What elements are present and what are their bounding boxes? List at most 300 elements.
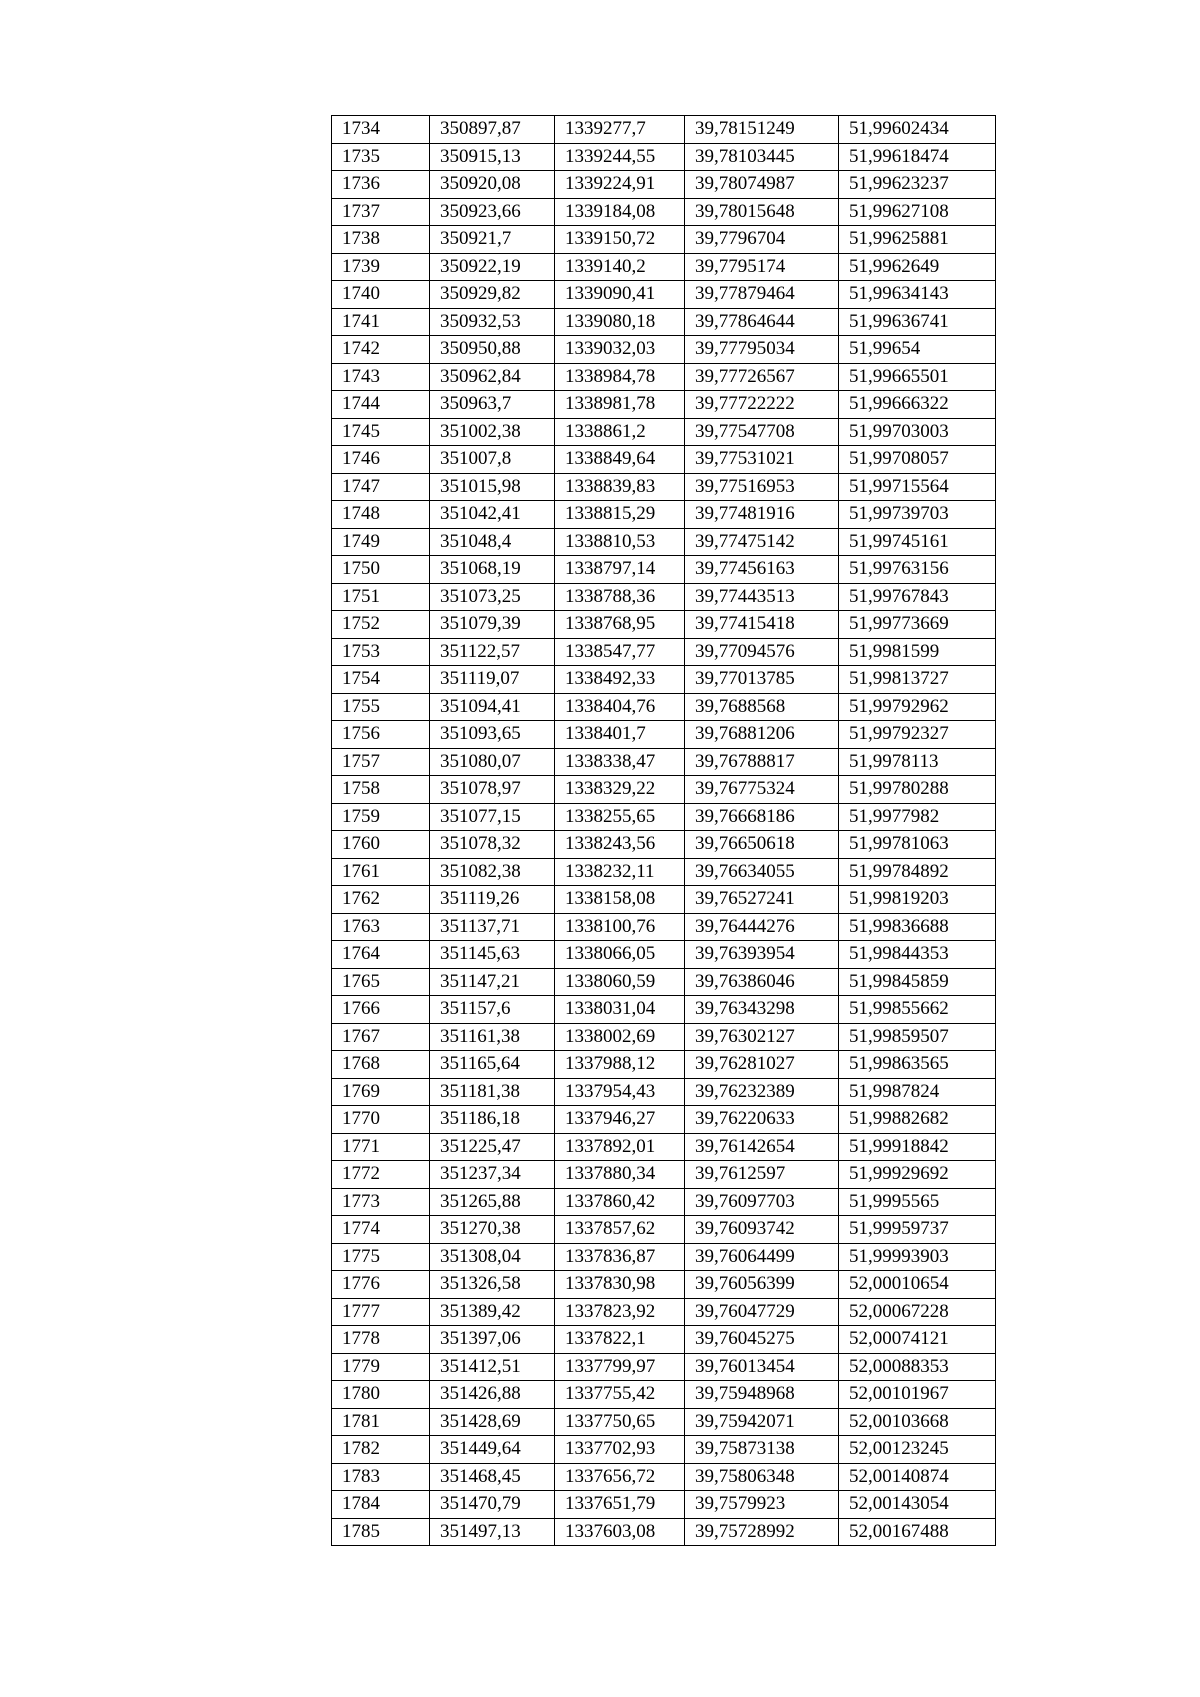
latitude-cell: 39,76788817 xyxy=(685,748,839,776)
y-coordinate-cell: 1338797,14 xyxy=(555,556,685,584)
latitude-cell: 39,76650618 xyxy=(685,831,839,859)
x-coordinate-cell: 351237,34 xyxy=(430,1161,555,1189)
y-coordinate-cell: 1339184,08 xyxy=(555,198,685,226)
x-coordinate-cell: 351426,88 xyxy=(430,1381,555,1409)
latitude-cell: 39,76056399 xyxy=(685,1271,839,1299)
longitude-cell: 52,00010654 xyxy=(839,1271,996,1299)
point-number-cell: 1743 xyxy=(332,363,430,391)
longitude-cell: 52,00103668 xyxy=(839,1408,996,1436)
point-number-cell: 1777 xyxy=(332,1298,430,1326)
latitude-cell: 39,77722222 xyxy=(685,391,839,419)
latitude-cell: 39,75806348 xyxy=(685,1463,839,1491)
latitude-cell: 39,76045275 xyxy=(685,1326,839,1354)
latitude-cell: 39,7796704 xyxy=(685,226,839,254)
latitude-cell: 39,7579923 xyxy=(685,1491,839,1519)
x-coordinate-cell: 351137,71 xyxy=(430,913,555,941)
table-row xyxy=(332,1078,996,1106)
latitude-cell: 39,77879464 xyxy=(685,281,839,309)
table-row xyxy=(332,1271,996,1299)
y-coordinate-cell: 1338839,83 xyxy=(555,473,685,501)
longitude-cell: 51,99636741 xyxy=(839,308,996,336)
point-number-cell: 1778 xyxy=(332,1326,430,1354)
table-row xyxy=(332,446,996,474)
x-coordinate-cell: 351068,19 xyxy=(430,556,555,584)
x-coordinate-cell: 351428,69 xyxy=(430,1408,555,1436)
table-row xyxy=(332,391,996,419)
y-coordinate-cell: 1339224,91 xyxy=(555,171,685,199)
longitude-cell: 51,99792327 xyxy=(839,721,996,749)
table-row xyxy=(332,996,996,1024)
x-coordinate-cell: 351497,13 xyxy=(430,1518,555,1546)
x-coordinate-cell: 351119,07 xyxy=(430,666,555,694)
table-row xyxy=(332,913,996,941)
latitude-cell: 39,76013454 xyxy=(685,1353,839,1381)
longitude-cell: 52,00074121 xyxy=(839,1326,996,1354)
point-number-cell: 1747 xyxy=(332,473,430,501)
point-number-cell: 1776 xyxy=(332,1271,430,1299)
table-row xyxy=(332,748,996,776)
point-number-cell: 1779 xyxy=(332,1353,430,1381)
point-number-cell: 1748 xyxy=(332,501,430,529)
x-coordinate-cell: 351094,41 xyxy=(430,693,555,721)
longitude-cell: 51,9987824 xyxy=(839,1078,996,1106)
x-coordinate-cell: 350915,13 xyxy=(430,143,555,171)
longitude-cell: 51,99623237 xyxy=(839,171,996,199)
longitude-cell: 51,99859507 xyxy=(839,1023,996,1051)
latitude-cell: 39,77516953 xyxy=(685,473,839,501)
longitude-cell: 51,99666322 xyxy=(839,391,996,419)
latitude-cell: 39,77013785 xyxy=(685,666,839,694)
x-coordinate-cell: 351147,21 xyxy=(430,968,555,996)
y-coordinate-cell: 1338066,05 xyxy=(555,941,685,969)
latitude-cell: 39,77726567 xyxy=(685,363,839,391)
x-coordinate-cell: 351161,38 xyxy=(430,1023,555,1051)
x-coordinate-cell: 351048,4 xyxy=(430,528,555,556)
point-number-cell: 1762 xyxy=(332,886,430,914)
latitude-cell: 39,76097703 xyxy=(685,1188,839,1216)
x-coordinate-cell: 351186,18 xyxy=(430,1106,555,1134)
latitude-cell: 39,76881206 xyxy=(685,721,839,749)
point-number-cell: 1738 xyxy=(332,226,430,254)
longitude-cell: 51,99654 xyxy=(839,336,996,364)
y-coordinate-cell: 1337988,12 xyxy=(555,1051,685,1079)
point-number-cell: 1771 xyxy=(332,1133,430,1161)
y-coordinate-cell: 1337799,97 xyxy=(555,1353,685,1381)
longitude-cell: 51,99845859 xyxy=(839,968,996,996)
table-row xyxy=(332,1463,996,1491)
x-coordinate-cell: 351181,38 xyxy=(430,1078,555,1106)
x-coordinate-cell: 351002,38 xyxy=(430,418,555,446)
point-number-cell: 1754 xyxy=(332,666,430,694)
x-coordinate-cell: 350950,88 xyxy=(430,336,555,364)
longitude-cell: 52,00140874 xyxy=(839,1463,996,1491)
longitude-cell: 51,9981599 xyxy=(839,638,996,666)
x-coordinate-cell: 351077,15 xyxy=(430,803,555,831)
y-coordinate-cell: 1338232,11 xyxy=(555,858,685,886)
table-row xyxy=(332,501,996,529)
table-row xyxy=(332,1491,996,1519)
table-row xyxy=(332,611,996,639)
table-row xyxy=(332,556,996,584)
table-row xyxy=(332,858,996,886)
longitude-cell: 51,99844353 xyxy=(839,941,996,969)
latitude-cell: 39,76386046 xyxy=(685,968,839,996)
latitude-cell: 39,77475142 xyxy=(685,528,839,556)
latitude-cell: 39,76302127 xyxy=(685,1023,839,1051)
latitude-cell: 39,78074987 xyxy=(685,171,839,199)
y-coordinate-cell: 1339277,7 xyxy=(555,116,685,144)
point-number-cell: 1751 xyxy=(332,583,430,611)
x-coordinate-cell: 351082,38 xyxy=(430,858,555,886)
x-coordinate-cell: 350963,7 xyxy=(430,391,555,419)
y-coordinate-cell: 1338810,53 xyxy=(555,528,685,556)
point-number-cell: 1757 xyxy=(332,748,430,776)
table-row xyxy=(332,171,996,199)
table-row xyxy=(332,1106,996,1134)
table-row xyxy=(332,1381,996,1409)
point-number-cell: 1768 xyxy=(332,1051,430,1079)
x-coordinate-cell: 351468,45 xyxy=(430,1463,555,1491)
y-coordinate-cell: 1338401,7 xyxy=(555,721,685,749)
x-coordinate-cell: 350932,53 xyxy=(430,308,555,336)
table-row xyxy=(332,336,996,364)
latitude-cell: 39,77795034 xyxy=(685,336,839,364)
x-coordinate-cell: 350923,66 xyxy=(430,198,555,226)
point-number-cell: 1740 xyxy=(332,281,430,309)
x-coordinate-cell: 351080,07 xyxy=(430,748,555,776)
longitude-cell: 51,99863565 xyxy=(839,1051,996,1079)
longitude-cell: 51,99625881 xyxy=(839,226,996,254)
longitude-cell: 51,99959737 xyxy=(839,1216,996,1244)
table-row xyxy=(332,1051,996,1079)
y-coordinate-cell: 1338338,47 xyxy=(555,748,685,776)
point-number-cell: 1752 xyxy=(332,611,430,639)
point-number-cell: 1781 xyxy=(332,1408,430,1436)
x-coordinate-cell: 350929,82 xyxy=(430,281,555,309)
point-number-cell: 1775 xyxy=(332,1243,430,1271)
longitude-cell: 51,99792962 xyxy=(839,693,996,721)
longitude-cell: 52,00101967 xyxy=(839,1381,996,1409)
point-number-cell: 1784 xyxy=(332,1491,430,1519)
table-row xyxy=(332,1408,996,1436)
latitude-cell: 39,75873138 xyxy=(685,1436,839,1464)
latitude-cell: 39,76444276 xyxy=(685,913,839,941)
table-row xyxy=(332,281,996,309)
y-coordinate-cell: 1338768,95 xyxy=(555,611,685,639)
longitude-cell: 51,99780288 xyxy=(839,776,996,804)
latitude-cell: 39,76393954 xyxy=(685,941,839,969)
longitude-cell: 51,99739703 xyxy=(839,501,996,529)
y-coordinate-cell: 1338329,22 xyxy=(555,776,685,804)
point-number-cell: 1764 xyxy=(332,941,430,969)
table-row xyxy=(332,116,996,144)
table-row xyxy=(332,666,996,694)
y-coordinate-cell: 1338100,76 xyxy=(555,913,685,941)
table-row xyxy=(332,1023,996,1051)
longitude-cell: 51,99745161 xyxy=(839,528,996,556)
y-coordinate-cell: 1338404,76 xyxy=(555,693,685,721)
point-number-cell: 1783 xyxy=(332,1463,430,1491)
point-number-cell: 1744 xyxy=(332,391,430,419)
latitude-cell: 39,76527241 xyxy=(685,886,839,914)
table-row xyxy=(332,528,996,556)
table-row xyxy=(332,226,996,254)
x-coordinate-cell: 351389,42 xyxy=(430,1298,555,1326)
longitude-cell: 52,00143054 xyxy=(839,1491,996,1519)
latitude-cell: 39,7795174 xyxy=(685,253,839,281)
point-number-cell: 1735 xyxy=(332,143,430,171)
x-coordinate-cell: 351007,8 xyxy=(430,446,555,474)
point-number-cell: 1750 xyxy=(332,556,430,584)
table-row xyxy=(332,473,996,501)
latitude-cell: 39,75728992 xyxy=(685,1518,839,1546)
point-number-cell: 1736 xyxy=(332,171,430,199)
table-row xyxy=(332,1161,996,1189)
x-coordinate-cell: 350962,84 xyxy=(430,363,555,391)
y-coordinate-cell: 1337946,27 xyxy=(555,1106,685,1134)
table-row xyxy=(332,1243,996,1271)
y-coordinate-cell: 1338788,36 xyxy=(555,583,685,611)
y-coordinate-cell: 1337651,79 xyxy=(555,1491,685,1519)
y-coordinate-cell: 1339140,2 xyxy=(555,253,685,281)
point-number-cell: 1746 xyxy=(332,446,430,474)
latitude-cell: 39,77443513 xyxy=(685,583,839,611)
x-coordinate-cell: 350920,08 xyxy=(430,171,555,199)
point-number-cell: 1734 xyxy=(332,116,430,144)
y-coordinate-cell: 1338243,56 xyxy=(555,831,685,859)
point-number-cell: 1737 xyxy=(332,198,430,226)
y-coordinate-cell: 1339244,55 xyxy=(555,143,685,171)
longitude-cell: 51,9995565 xyxy=(839,1188,996,1216)
latitude-cell: 39,77481916 xyxy=(685,501,839,529)
x-coordinate-cell: 351449,64 xyxy=(430,1436,555,1464)
table-row xyxy=(332,418,996,446)
point-number-cell: 1773 xyxy=(332,1188,430,1216)
latitude-cell: 39,76775324 xyxy=(685,776,839,804)
longitude-cell: 51,99618474 xyxy=(839,143,996,171)
latitude-cell: 39,76281027 xyxy=(685,1051,839,1079)
latitude-cell: 39,76220633 xyxy=(685,1106,839,1134)
table-row xyxy=(332,1216,996,1244)
y-coordinate-cell: 1338984,78 xyxy=(555,363,685,391)
table-row xyxy=(332,308,996,336)
table-row xyxy=(332,363,996,391)
point-number-cell: 1780 xyxy=(332,1381,430,1409)
latitude-cell: 39,7612597 xyxy=(685,1161,839,1189)
point-number-cell: 1772 xyxy=(332,1161,430,1189)
y-coordinate-cell: 1337656,72 xyxy=(555,1463,685,1491)
x-coordinate-cell: 351122,57 xyxy=(430,638,555,666)
y-coordinate-cell: 1338849,64 xyxy=(555,446,685,474)
point-number-cell: 1759 xyxy=(332,803,430,831)
latitude-cell: 39,77415418 xyxy=(685,611,839,639)
longitude-cell: 51,99781063 xyxy=(839,831,996,859)
latitude-cell: 39,7688568 xyxy=(685,693,839,721)
table-row xyxy=(332,1353,996,1381)
table-row xyxy=(332,721,996,749)
longitude-cell: 51,9978113 xyxy=(839,748,996,776)
y-coordinate-cell: 1337954,43 xyxy=(555,1078,685,1106)
y-coordinate-cell: 1337603,08 xyxy=(555,1518,685,1546)
longitude-cell: 51,99708057 xyxy=(839,446,996,474)
longitude-cell: 51,99929692 xyxy=(839,1161,996,1189)
y-coordinate-cell: 1339150,72 xyxy=(555,226,685,254)
table-row xyxy=(332,693,996,721)
table-row xyxy=(332,638,996,666)
x-coordinate-cell: 351470,79 xyxy=(430,1491,555,1519)
point-number-cell: 1785 xyxy=(332,1518,430,1546)
y-coordinate-cell: 1338158,08 xyxy=(555,886,685,914)
y-coordinate-cell: 1337860,42 xyxy=(555,1188,685,1216)
x-coordinate-cell: 350897,87 xyxy=(430,116,555,144)
y-coordinate-cell: 1338492,33 xyxy=(555,666,685,694)
longitude-cell: 51,99763156 xyxy=(839,556,996,584)
coordinates-table xyxy=(331,115,996,1546)
longitude-cell: 51,9977982 xyxy=(839,803,996,831)
latitude-cell: 39,77547708 xyxy=(685,418,839,446)
point-number-cell: 1758 xyxy=(332,776,430,804)
latitude-cell: 39,77531021 xyxy=(685,446,839,474)
table-row xyxy=(332,253,996,281)
latitude-cell: 39,77864644 xyxy=(685,308,839,336)
y-coordinate-cell: 1337880,34 xyxy=(555,1161,685,1189)
y-coordinate-cell: 1337750,65 xyxy=(555,1408,685,1436)
point-number-cell: 1742 xyxy=(332,336,430,364)
latitude-cell: 39,75948968 xyxy=(685,1381,839,1409)
longitude-cell: 52,00123245 xyxy=(839,1436,996,1464)
x-coordinate-cell: 351078,97 xyxy=(430,776,555,804)
table-row xyxy=(332,968,996,996)
y-coordinate-cell: 1338861,2 xyxy=(555,418,685,446)
table-row xyxy=(332,776,996,804)
longitude-cell: 51,99602434 xyxy=(839,116,996,144)
latitude-cell: 39,78015648 xyxy=(685,198,839,226)
y-coordinate-cell: 1337857,62 xyxy=(555,1216,685,1244)
longitude-cell: 51,9962649 xyxy=(839,253,996,281)
longitude-cell: 52,00067228 xyxy=(839,1298,996,1326)
point-number-cell: 1756 xyxy=(332,721,430,749)
longitude-cell: 52,00088353 xyxy=(839,1353,996,1381)
x-coordinate-cell: 351270,38 xyxy=(430,1216,555,1244)
latitude-cell: 39,76047729 xyxy=(685,1298,839,1326)
x-coordinate-cell: 351015,98 xyxy=(430,473,555,501)
x-coordinate-cell: 351265,88 xyxy=(430,1188,555,1216)
point-number-cell: 1774 xyxy=(332,1216,430,1244)
point-number-cell: 1767 xyxy=(332,1023,430,1051)
longitude-cell: 51,99773669 xyxy=(839,611,996,639)
x-coordinate-cell: 351412,51 xyxy=(430,1353,555,1381)
point-number-cell: 1755 xyxy=(332,693,430,721)
y-coordinate-cell: 1337702,93 xyxy=(555,1436,685,1464)
x-coordinate-cell: 351308,04 xyxy=(430,1243,555,1271)
table-row xyxy=(332,1188,996,1216)
y-coordinate-cell: 1339032,03 xyxy=(555,336,685,364)
latitude-cell: 39,78151249 xyxy=(685,116,839,144)
point-number-cell: 1739 xyxy=(332,253,430,281)
x-coordinate-cell: 350921,7 xyxy=(430,226,555,254)
point-number-cell: 1753 xyxy=(332,638,430,666)
point-number-cell: 1749 xyxy=(332,528,430,556)
x-coordinate-cell: 350922,19 xyxy=(430,253,555,281)
point-number-cell: 1760 xyxy=(332,831,430,859)
x-coordinate-cell: 351397,06 xyxy=(430,1326,555,1354)
table-row xyxy=(332,1326,996,1354)
latitude-cell: 39,75942071 xyxy=(685,1408,839,1436)
table-row xyxy=(332,941,996,969)
longitude-cell: 51,99627108 xyxy=(839,198,996,226)
table-row xyxy=(332,1298,996,1326)
longitude-cell: 51,99767843 xyxy=(839,583,996,611)
y-coordinate-cell: 1338815,29 xyxy=(555,501,685,529)
point-number-cell: 1769 xyxy=(332,1078,430,1106)
x-coordinate-cell: 351119,26 xyxy=(430,886,555,914)
table-row xyxy=(332,198,996,226)
latitude-cell: 39,76093742 xyxy=(685,1216,839,1244)
longitude-cell: 52,00167488 xyxy=(839,1518,996,1546)
table-row xyxy=(332,143,996,171)
longitude-cell: 51,99882682 xyxy=(839,1106,996,1134)
table-row xyxy=(332,1133,996,1161)
point-number-cell: 1782 xyxy=(332,1436,430,1464)
longitude-cell: 51,99918842 xyxy=(839,1133,996,1161)
longitude-cell: 51,99819203 xyxy=(839,886,996,914)
longitude-cell: 51,99855662 xyxy=(839,996,996,1024)
y-coordinate-cell: 1337823,92 xyxy=(555,1298,685,1326)
point-number-cell: 1741 xyxy=(332,308,430,336)
x-coordinate-cell: 351079,39 xyxy=(430,611,555,639)
x-coordinate-cell: 351225,47 xyxy=(430,1133,555,1161)
table-row xyxy=(332,1436,996,1464)
y-coordinate-cell: 1338031,04 xyxy=(555,996,685,1024)
longitude-cell: 51,99784892 xyxy=(839,858,996,886)
table-row xyxy=(332,583,996,611)
longitude-cell: 51,99715564 xyxy=(839,473,996,501)
table-row xyxy=(332,886,996,914)
latitude-cell: 39,77456163 xyxy=(685,556,839,584)
y-coordinate-cell: 1338547,77 xyxy=(555,638,685,666)
point-number-cell: 1763 xyxy=(332,913,430,941)
latitude-cell: 39,76343298 xyxy=(685,996,839,1024)
x-coordinate-cell: 351165,64 xyxy=(430,1051,555,1079)
longitude-cell: 51,99634143 xyxy=(839,281,996,309)
longitude-cell: 51,99665501 xyxy=(839,363,996,391)
longitude-cell: 51,99993903 xyxy=(839,1243,996,1271)
table-row xyxy=(332,1518,996,1546)
latitude-cell: 39,77094576 xyxy=(685,638,839,666)
y-coordinate-cell: 1337892,01 xyxy=(555,1133,685,1161)
latitude-cell: 39,76668186 xyxy=(685,803,839,831)
point-number-cell: 1766 xyxy=(332,996,430,1024)
x-coordinate-cell: 351326,58 xyxy=(430,1271,555,1299)
latitude-cell: 39,76142654 xyxy=(685,1133,839,1161)
y-coordinate-cell: 1337836,87 xyxy=(555,1243,685,1271)
y-coordinate-cell: 1337755,42 xyxy=(555,1381,685,1409)
y-coordinate-cell: 1339090,41 xyxy=(555,281,685,309)
longitude-cell: 51,99836688 xyxy=(839,913,996,941)
x-coordinate-cell: 351145,63 xyxy=(430,941,555,969)
latitude-cell: 39,76232389 xyxy=(685,1078,839,1106)
coordinates-table-body xyxy=(332,116,996,1546)
y-coordinate-cell: 1338255,65 xyxy=(555,803,685,831)
point-number-cell: 1761 xyxy=(332,858,430,886)
x-coordinate-cell: 351042,41 xyxy=(430,501,555,529)
y-coordinate-cell: 1337830,98 xyxy=(555,1271,685,1299)
x-coordinate-cell: 351073,25 xyxy=(430,583,555,611)
x-coordinate-cell: 351078,32 xyxy=(430,831,555,859)
point-number-cell: 1765 xyxy=(332,968,430,996)
y-coordinate-cell: 1337822,1 xyxy=(555,1326,685,1354)
y-coordinate-cell: 1338002,69 xyxy=(555,1023,685,1051)
